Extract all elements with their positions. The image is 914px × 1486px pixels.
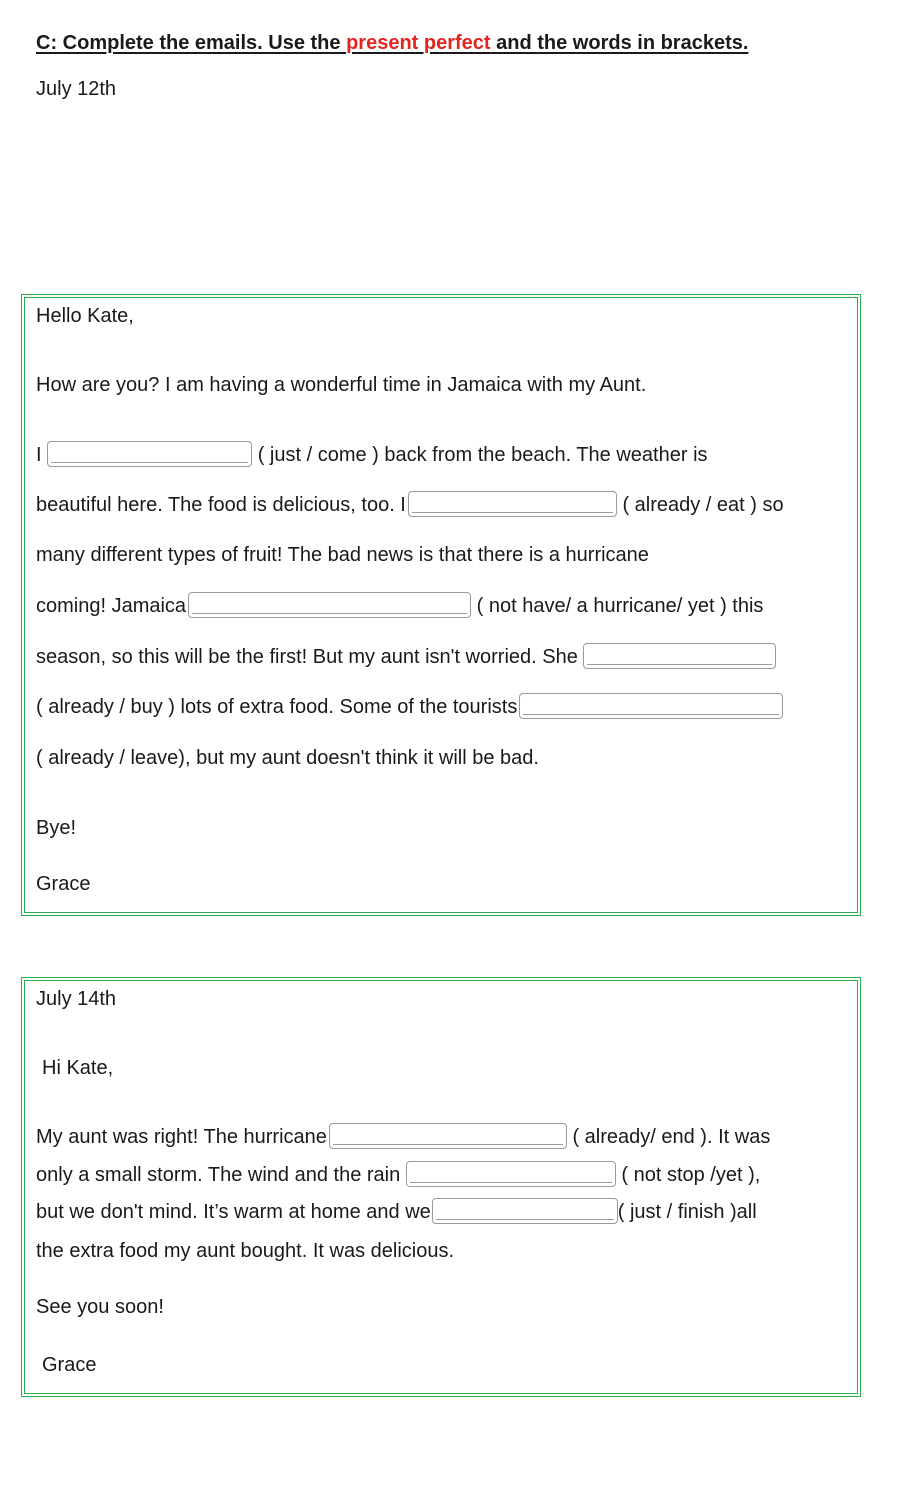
email1-line2 bbox=[36, 443, 708, 467]
email1-signature: Grace bbox=[36, 873, 91, 895]
email2-line1-end: ( already/ end ). It was bbox=[572, 1126, 771, 1148]
email2-line2-start: only a small storm. The wind and the rain bbox=[36, 1164, 401, 1186]
email1-line5-start: coming! Jamaica bbox=[36, 595, 187, 617]
answer-input-1[interactable] bbox=[47, 441, 252, 467]
email1-line5 bbox=[36, 594, 763, 618]
email2-line4: the extra food my aunt bought. It was delicious. bbox=[36, 1240, 455, 1262]
email1-line3-start: beautiful here. The food is delicious, too. I bbox=[36, 494, 406, 516]
email2-signature: Grace bbox=[42, 1354, 97, 1376]
email2-box bbox=[21, 977, 861, 1397]
instruction-highlight: present perfect bbox=[346, 32, 491, 54]
email1-line2-end: ( just / come ) back from the beach. The weather is bbox=[257, 444, 708, 466]
email2-line1-start: My aunt was right! The hurricane bbox=[36, 1126, 327, 1148]
instruction-heading bbox=[36, 32, 748, 55]
email1-line8: ( already / leave), but my aunt doesn't think it will be bad. bbox=[36, 747, 539, 769]
email2-line2 bbox=[36, 1163, 760, 1187]
email1-line6 bbox=[36, 645, 776, 669]
email1-line6-start: season, so this will be the first! But my aunt isn't worried. She bbox=[36, 646, 578, 668]
email1-line2-start: I bbox=[36, 444, 42, 466]
email2-line3-end: ( just / finish )all bbox=[617, 1201, 757, 1223]
email1-line1: How are you? I am having a wonderful time in Jamaica with my Aunt. bbox=[36, 374, 647, 396]
answer-input-4[interactable] bbox=[583, 643, 776, 669]
email2-line3 bbox=[36, 1200, 757, 1224]
email2-greeting: Hi Kate, bbox=[42, 1057, 114, 1079]
email2-line2-end: ( not stop /yet ), bbox=[621, 1164, 761, 1186]
email2-bye: See you soon! bbox=[36, 1296, 164, 1318]
email1-bye: Bye! bbox=[36, 817, 77, 839]
email1-greeting: Hello Kate, bbox=[36, 305, 134, 327]
email1-line3-end: ( already / eat ) so bbox=[622, 494, 784, 516]
instruction-suffix: and the words in brackets. bbox=[490, 32, 749, 54]
answer-input-6[interactable] bbox=[329, 1123, 567, 1149]
answer-input-7[interactable] bbox=[406, 1161, 616, 1187]
email1-date: July 12th bbox=[36, 78, 117, 100]
answer-input-5[interactable] bbox=[519, 693, 783, 719]
answer-input-3[interactable] bbox=[188, 592, 471, 618]
email2-line3-start: but we don't mind. It’s warm at home and we bbox=[36, 1201, 431, 1223]
email2-date: July 14th bbox=[36, 988, 117, 1010]
instruction-prefix: C: Complete the emails. Use the bbox=[36, 32, 347, 54]
email1-line4: many different types of fruit! The bad news is that there is a hurricane bbox=[36, 544, 649, 566]
email1-line5-end: ( not have/ a hurricane/ yet ) this bbox=[476, 595, 764, 617]
email2-line1 bbox=[36, 1125, 770, 1149]
answer-input-2[interactable] bbox=[408, 491, 617, 517]
email1-line7 bbox=[36, 695, 783, 719]
answer-input-8[interactable] bbox=[432, 1198, 618, 1224]
email1-line3 bbox=[36, 493, 784, 517]
email1-line7-start: ( already / buy ) lots of extra food. Some of the tourists bbox=[36, 696, 518, 718]
